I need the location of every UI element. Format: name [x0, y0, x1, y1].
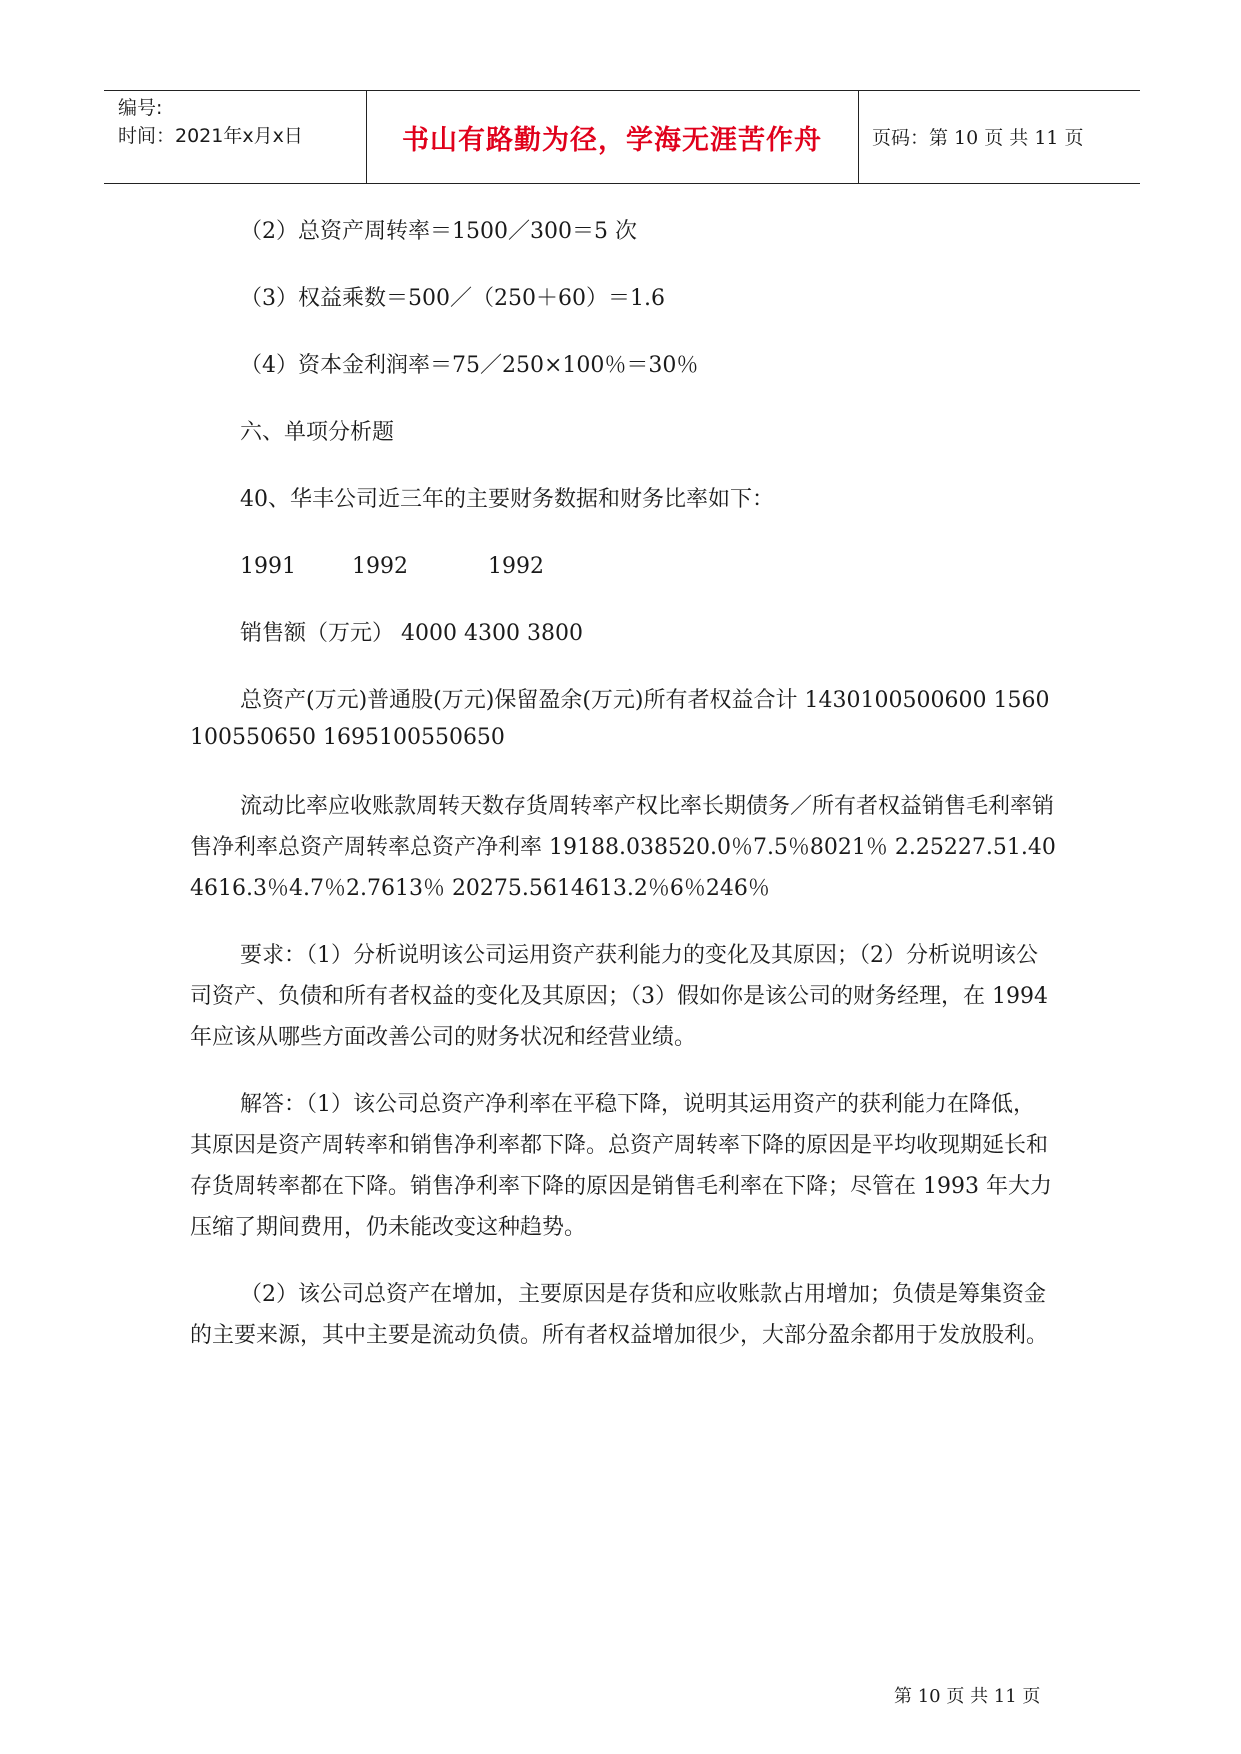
- answer-part-1: 解答：（1）该公司总资产净利率在平稳下降，说明其运用资产的获利能力在降低，其原因是资产周转率和销售净利率都下降。总资产周转率下降的原因是平均收现期延长和存货周转率都在下降。销售净利率下降的原因是销售毛利率在下降；尽管在 1993 年大力压缩了期间费用，仍未能改变这种趋势。: [190, 1092, 1052, 1240]
- paragraph-equity-multiplier: （3）权益乘数＝500／（250＋60）＝1.6: [240, 286, 665, 311]
- sales-row: 销售额（万元） 4000 4300 3800: [240, 621, 583, 646]
- year-row: [240, 548, 1056, 585]
- header-left-cell: [104, 91, 367, 183]
- answer-part-2: （2）该公司总资产在增加，主要原因是存货和应收账款占用增加；负债是筹集资金的主要来源，其中主要是流动负债。所有者权益增加很少，大部分盈余都用于发放股利。: [190, 1282, 1049, 1348]
- year-3: 1992: [488, 554, 544, 579]
- header-right-cell: [858, 91, 1140, 183]
- time-label: 时间：2021年x月x日: [118, 125, 303, 147]
- header-middle-cell: [366, 91, 859, 183]
- paragraph-capital-profit-rate: （4）资本金利润率＝75／250×100％＝30％: [240, 353, 699, 378]
- document-body: [190, 213, 1056, 1356]
- requirements-paragraph: 要求：（1）分析说明该公司运用资产获利能力的变化及其原因；（2）分析说明该公司资产、负债和所有者权益的变化及其原因；（3）假如你是该公司的财务经理，在 1994 年应该从哪些方面改善公司的财务状况和经营业绩。: [190, 943, 1048, 1050]
- header-page-number: 页码：第 10 页 共 11 页: [872, 127, 1084, 149]
- year-2: 1992: [352, 554, 408, 579]
- assets-row: 总资产(万元)普通股(万元)保留盈余(万元)所有者权益合计 1430100500600 1560100550650 1695100550650: [190, 688, 1050, 750]
- ratios-row: 流动比率应收账款周转天数存货周转率产权比率长期债务／所有者权益销售毛利率销售净利率总资产周转率总资产净利率 19188.038520.0％7.5％8021％ 2.25227.51.404616.3％4.7％2.7613％ 20275.5614613.2％6％246％: [190, 794, 1056, 901]
- page-header: [104, 90, 1140, 184]
- paragraph-total-asset-turnover: （2）总资产周转率＝1500／300＝5 次: [240, 219, 637, 244]
- page-footer: 第 10 页 共 11 页: [894, 1686, 1041, 1707]
- motto-text: 书山有路勤为径，学海无涯苦作舟: [402, 125, 822, 156]
- section-heading: 六、单项分析题: [240, 420, 395, 445]
- question-intro: 40、华丰公司近三年的主要财务数据和财务比率如下：: [240, 487, 774, 512]
- year-1: 1991: [240, 554, 296, 579]
- number-label: 编号:: [118, 97, 163, 119]
